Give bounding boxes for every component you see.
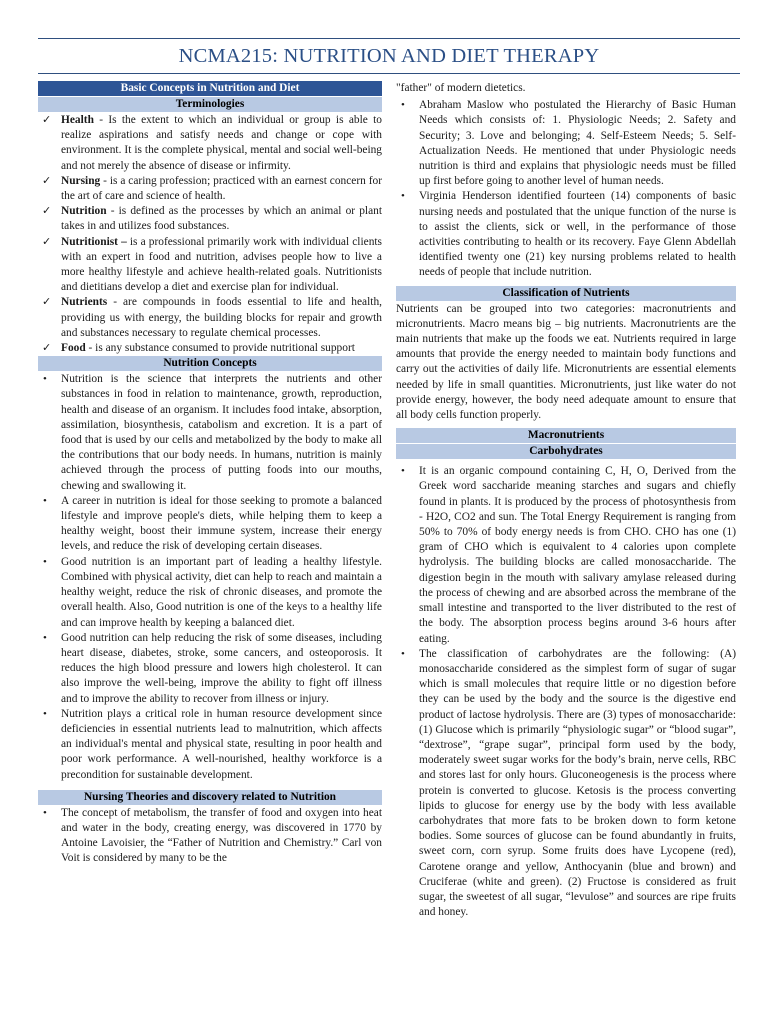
concept-item xyxy=(38,707,382,783)
checkmark-icon: ✓ xyxy=(42,174,52,187)
term-label: Food xyxy=(61,342,86,355)
term-item-health xyxy=(38,113,382,174)
checkmark-icon: ✓ xyxy=(42,342,52,355)
term-definition: - are compounds in foods essential to life and health, providing us with energy, the building blocks for repair and growth and substances necessary to regulate chemical processes. xyxy=(61,296,382,339)
carbohydrate-text: The classification of carbohydrates are the following: (A) monosaccharide considered as the simplest form of sugar of sugar which is small molecules that require little or no digestion before they can be used by the body and the source is the digestive end product of lactose hydrolysis. There are (3) types of monosaccharide: (1) Glucose which is primarily “physiologic sugar” or “blood sugar”, “dextrose”, “grape sugar”, principal form used by the body, moderately sweet sugar works for the body’s brain, nerve cells, RBC and stores last for only hours. Gluconeogenesis is the process where protein is converted to glucose. Ketosis is the process converting lipids to glucose for energy use by the body with less available carbohydrates that more fats to be broken down to form ketone bodies. Some sources of glucose can be found abundantly in fruits, sweet corn, corn syrup. Some fruits does have Lycopene (red), Carotene orange and yellow, Anthocyanin (blue and brown) and Cruciferae (white and green). (2) Fructose is considered as fruit sugar, the sweetest of all sugar, “levulose” and sources are ripe fruits and honey. xyxy=(419,647,736,919)
term-item-nutrition xyxy=(38,204,382,234)
term-definition: - Is the extent to which an individual or group is able to realize aspirations and satisfy needs and change or cope with environment. It is the complete physical, mental and social well-being and not merely the absence of disease or infirmity. xyxy=(61,114,382,172)
bullet-icon: • xyxy=(43,631,47,644)
carbohydrate-item xyxy=(396,464,736,646)
checkmark-icon: ✓ xyxy=(42,296,52,309)
carbohydrate-text: It is an organic compound containing C, H, O, Derived from the Greek word saccharide meaning starches and sugars and chiefly found in plants. It is produced by the process of photosynthesis from - H2O, CO2 and sun. The Total Energy Requirement is ranging from 50% to 70% of body energy needs is from CHO. CHO has one (1) gram of CHO which is equivalent to 4 calories upon complete hydrolysis. The building blocks are called monosaccharide. The digestion begin in the mouth with salivary amylase released during the process of chewing and are absorbed across the membrane of the small intestine and transported to the liver distributed to the rest of the body. The absorption process begins around 3-6 hours after eating. xyxy=(419,465,736,645)
bullet-icon: • xyxy=(43,806,47,819)
term-label: Health xyxy=(61,114,94,126)
term-item-nursing xyxy=(38,174,382,204)
concept-text: A career in nutrition is ideal for those seeking to promote a balanced lifestyle and improve people's diets, while helping them to keep a healthy weight, boost their immune system, increase their energy levels, and reduce the risk of developing certain diseases. xyxy=(61,494,382,553)
right-column xyxy=(396,81,736,920)
concept-item xyxy=(38,631,382,707)
term-definition: is a professional primarily work with individual clients with an expert in food and nutrition, advises people how to live a more healthy lifestyle and achieve health-related goals. Nutritionists and dietitians develop a diet and exercise plan for individual. xyxy=(61,235,382,294)
classification-paragraph: Nutrients can be grouped into two categories: macronutrients and micronutrients. Macro means big – big nutrients. Macronutrients are the main nutrients that make up the foods we eat. Nutrients required in large amounts that provide the energy needed to maintain body functions and carry out the activities of daily life. Micronutrients are essential elements needed by life in small quantities. Micronutrients, just like water do not provide energy, however, the body need adequate amount to ensure that all body cells function properly. xyxy=(396,302,736,422)
theory-text: Abraham Maslow who postulated the Hierarchy of Basic Human Needs which consists of: 1. Physiologic Needs; 2. Safety and Security; 3. Love and belonging; 4. Self-Esteem Needs; 5. Self-Actualization Needs. He mentioned that under Physiologic needs nutrition is third and explains that physiologic needs must be filled up first before going to another level of human needs. xyxy=(419,99,736,188)
bullet-icon: • xyxy=(401,465,405,478)
checkmark-icon: ✓ xyxy=(42,114,52,126)
theory-text: The concept of metabolism, the transfer of food and oxygen into heat and water in the body, creating energy, was discovered in 1770 by Antoine Lavoisier, the “Father of Nutrition and Chemistry.” Carl von Voit is considered by many to be the xyxy=(61,806,382,865)
concept-item xyxy=(38,372,382,494)
section-header-terminologies: Terminologies xyxy=(38,97,382,112)
bullet-icon: • xyxy=(401,647,405,660)
page-title: NCMA215: NUTRITION AND DIET THERAPY xyxy=(178,45,600,67)
term-definition: - is a caring profession; practiced with an earnest concern for the art of care and science of health. xyxy=(61,174,382,203)
concept-text: Good nutrition can help reducing the risk of some diseases, including heart disease, diabetes, stroke, some cancers, and osteoporosis. It reduces the high blood pressure and lowers high cholesterol. It can also improve the well-being, improve the ability to fight off illness and to improve the ability to recover from illness or injury. xyxy=(61,631,382,705)
term-item-nutritionist xyxy=(38,235,382,296)
term-definition: - is defined as the processes by which an animal or plant takes in and utilizes food substances. xyxy=(61,205,382,233)
bullet-icon: • xyxy=(43,707,47,720)
theory-item-maslow xyxy=(396,98,736,189)
bullet-icon: • xyxy=(401,99,405,112)
term-label: Nutritionist – xyxy=(61,235,127,248)
section-header-nutrition-concepts: Nutrition Concepts xyxy=(38,356,382,371)
bullet-icon: • xyxy=(43,373,47,386)
concept-text: Good nutrition is an important part of leading a healthy lifestyle. Combined with physical activity, diet can help to reach and maintain a healthy weight, reduce the risk of chronic diseases, and promote the overall health. Also, Good nutrition is one of the keys to a healthy life and can improve health by keeping a balanced diet. xyxy=(61,555,382,629)
term-label: Nursing xyxy=(61,174,101,187)
section-header-nursing-theories: Nursing Theories and discovery related to Nutrition xyxy=(38,790,382,805)
continuation-text: "father" of modern dietetics. xyxy=(396,82,526,94)
concept-text: Nutrition plays a critical role in human resource development since deficiencies in essential nutrients lead to malnutrition, which affects an individual's mental and physical state, resulting in poor health and poor work performance. A well-nourished, healthy workforce is a precondition for sustainable development. xyxy=(61,707,382,781)
bullet-icon: • xyxy=(43,555,47,568)
term-label: Nutrients xyxy=(61,296,108,309)
section-header-carbohydrates: Carbohydrates xyxy=(396,444,736,459)
term-item-food xyxy=(38,341,382,356)
left-column xyxy=(38,81,382,867)
section-header-classification: Classification of Nutrients xyxy=(396,286,736,301)
theory-item-henderson xyxy=(396,189,736,280)
carbohydrate-item xyxy=(396,647,736,921)
theory-text: Virginia Henderson identified fourteen (14) components of basic nursing needs and postulated that the unique function of the nurse is to assist the clients, sick or well, in the performance of those activities contributing to health or its recovery. Faye Glenn Abdellah identified twenty one (21) key nursing problems related to health needs of people that include nutrition. xyxy=(419,190,736,279)
term-label: Nutrition xyxy=(61,205,107,218)
concept-item xyxy=(38,555,382,631)
top-rule xyxy=(38,38,740,39)
bullet-icon: • xyxy=(43,494,47,507)
title-underline xyxy=(38,73,740,74)
bullet-icon: • xyxy=(401,190,405,203)
term-item-nutrients xyxy=(38,295,382,341)
theory-item-lavoisier xyxy=(38,806,382,867)
section-header-macronutrients: Macronutrients xyxy=(396,428,736,443)
concept-item xyxy=(38,494,382,555)
term-definition: - is any substance consumed to provide nutritional support xyxy=(85,342,355,355)
checkmark-icon: ✓ xyxy=(42,235,52,248)
checkmark-icon: ✓ xyxy=(42,205,52,218)
section-header-basic-concepts: Basic Concepts in Nutrition and Diet xyxy=(38,81,382,96)
concept-text: Nutrition is the science that interprets the nutrients and other substances in food in relation to maintenance, growth, reproduction, health and disease of an organism. It includes food intake, absorption, assimilation, biosynthesis, catabolism and excretion. It is a part of food that is used by our cells and metabolized by the body to make all the contributions that our body needs. In humans, nutrition is mainly achieved through the process of putting foods into our mouths, chewing and swallowing it. xyxy=(61,373,382,492)
